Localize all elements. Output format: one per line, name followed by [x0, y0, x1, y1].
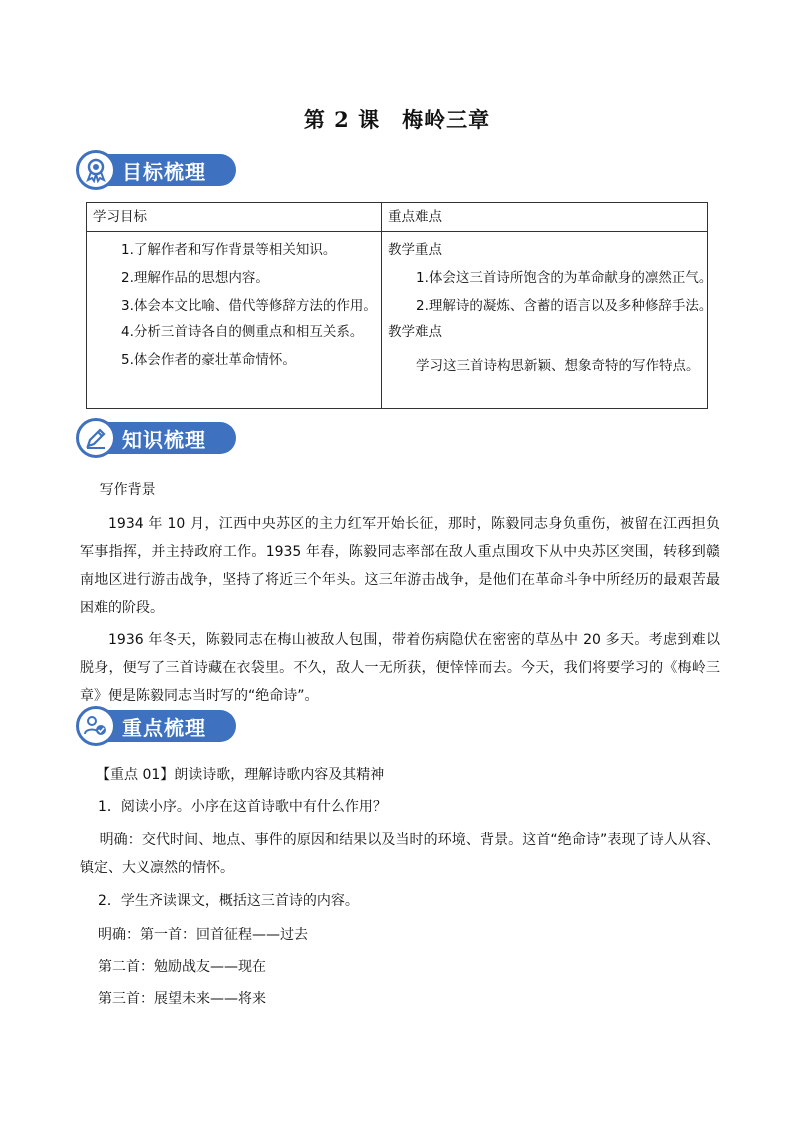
difficulty-label: 教学难点 [388, 324, 442, 340]
answer-2-line: 明确：第一首：回首征程——过去 [98, 927, 308, 943]
section-banner-knowledge [76, 418, 236, 458]
goal-item: 1.了解作者和写作背景等相关知识。 [121, 242, 337, 258]
question-2: 2．学生齐读课文，概括这三首诗的内容。 [98, 893, 359, 909]
section-title-key: 重点梳理 [122, 716, 206, 740]
answer-2-line: 第二首：勉励战友——现在 [98, 959, 266, 975]
key-point-title [96, 764, 384, 784]
key-item: 1.体会这三首诗所饱含的为革命献身的凛然正气。 [416, 270, 713, 286]
table-header-keypoints: 重点难点 [382, 203, 708, 232]
answer-1: 明确：交代时间、地点、事件的原因和结果以及当时的环境、背景。这首“绝命诗”表现了诗人从容、镇定、大义凛然的情怀。 [80, 832, 720, 876]
pencil-icon [83, 425, 109, 451]
key-point-text: 朗读诗歌，理解诗歌内容及其精神 [174, 767, 385, 783]
goals-table [86, 202, 713, 409]
section-title-goals: 目标梳理 [122, 160, 206, 184]
knowledge-paragraph: 1934 年 10 月，江西中央苏区的主力红军开始长征，那时，陈毅同志身负重伤，被留在江西担负军事指挥，并主持政府工作。1935 年春，陈毅同志率部在敌人重点围攻下从中央苏区突围，转移到赣南地区进行游击战争，坚持了将近三个年头。这三年游击战争，是他们在革命斗争中所经历的最艰苦最困难的阶段。 [80, 516, 720, 616]
table-header-goals: 学习目标 [87, 203, 382, 232]
key-item: 2.理解诗的凝炼、含蓄的语言以及多种修辞手法。 [416, 298, 713, 314]
section-banner-goals [76, 150, 236, 190]
knowledge-body [80, 476, 720, 710]
section-title-knowledge: 知识梳理 [122, 428, 206, 452]
people-check-icon [83, 713, 109, 739]
goal-item: 5.体会作者的豪壮革命情怀。 [121, 352, 296, 368]
key-label: 教学重点 [388, 242, 442, 258]
page-title: 第 2 课 梅岭三章 [303, 107, 491, 132]
answer-1-block [80, 826, 720, 882]
goal-item: 2.理解作品的思想内容。 [121, 270, 269, 286]
goal-item: 4.分析三首诗各自的侧重点和相互关系。 [121, 324, 364, 340]
section-banner-key [76, 706, 236, 746]
knowledge-paragraph: 1936 年冬天，陈毅同志在梅山被敌人包围，带着伤病隐伏在密密的草丛中 20 多天。考虑到难以脱身，便写了三首诗藏在衣袋里。不久，敌人一无所获，便悻悻而去。今天，我们将要学习的《梅岭三章》便是陈毅同志当时写的“绝命诗”。 [80, 632, 720, 704]
answer-2-line: 第三首：展望未来——将来 [98, 991, 266, 1007]
award-icon [83, 157, 109, 183]
key-point-label: 【重点 01】 [96, 767, 175, 783]
difficulty-item: 学习这三首诗构思新颖、想象奇特的写作特点。 [416, 358, 700, 374]
goal-item: 3.体会本文比喻、借代等修辞方法的作用。 [121, 298, 377, 314]
knowledge-heading: 写作背景 [99, 482, 156, 498]
question-1: 1．阅读小序。小序在这首诗歌中有什么作用？ [98, 799, 387, 815]
